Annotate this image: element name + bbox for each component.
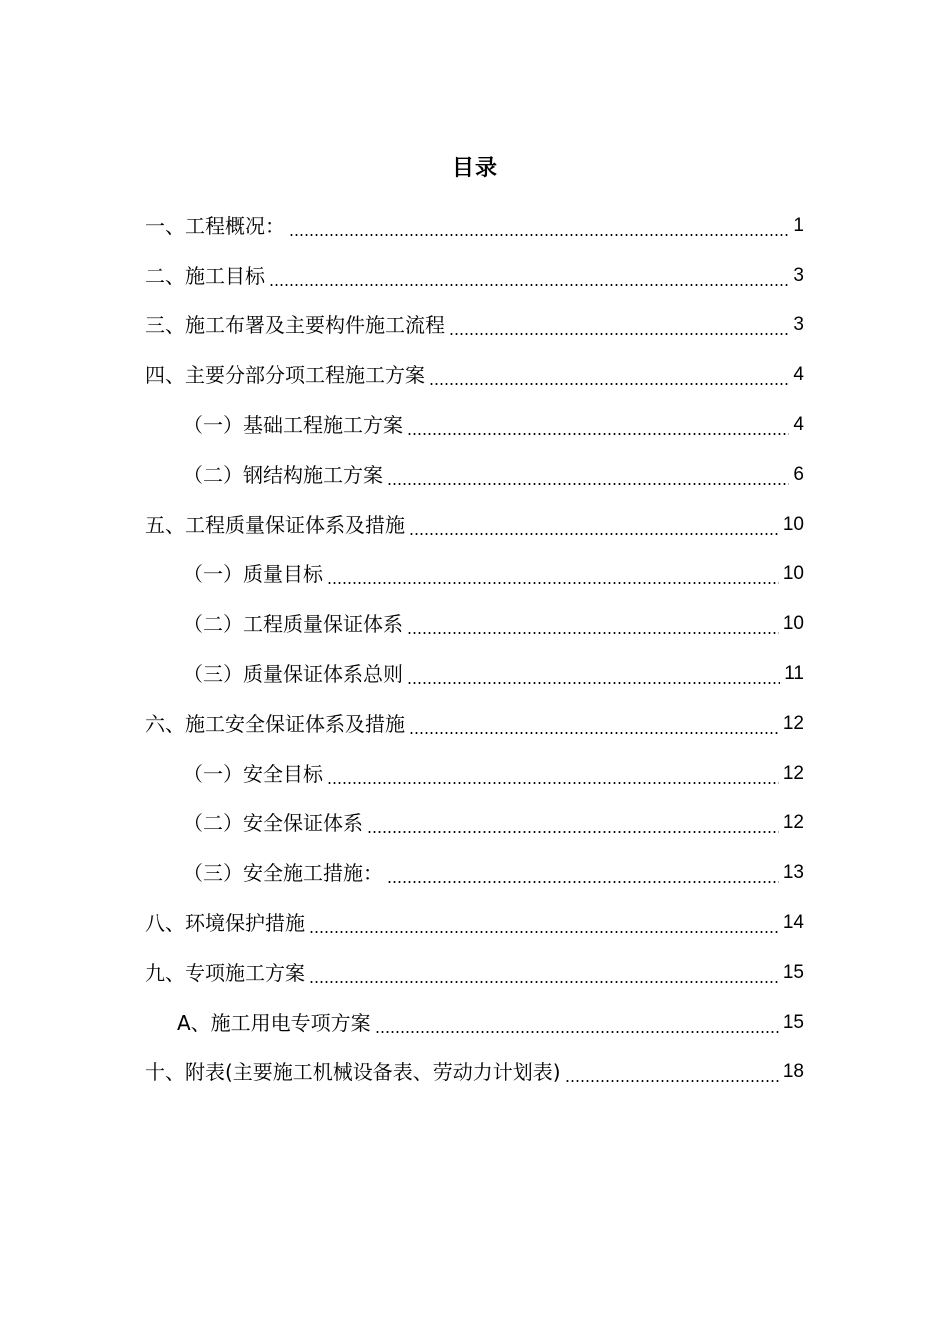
toc-entry[interactable] <box>0 550 950 600</box>
toc-entry[interactable] <box>0 848 950 898</box>
toc-entry-text: 一、工程概况： <box>145 213 285 238</box>
toc-dot-leader <box>407 682 780 684</box>
toc-entry[interactable] <box>0 301 950 351</box>
toc-page-number: 15 <box>782 961 804 983</box>
toc-page-number: 12 <box>782 812 804 834</box>
toc-dot-leader <box>407 433 789 435</box>
toc-entry[interactable] <box>0 400 950 450</box>
toc-entry-text: A、施工用电专项方案 <box>177 1010 371 1035</box>
toc-dot-leader <box>387 881 779 883</box>
toc-page-number: 3 <box>793 314 804 336</box>
toc-dot-leader <box>289 234 789 236</box>
toc-entry[interactable] <box>0 699 950 749</box>
toc-page-number: 12 <box>782 712 804 734</box>
toc-entry[interactable] <box>0 1048 950 1098</box>
toc-entry[interactable] <box>0 998 950 1048</box>
toc-page-number: 15 <box>782 1011 804 1033</box>
toc-entry[interactable] <box>0 450 950 500</box>
toc-dot-leader <box>309 981 779 983</box>
toc-entry[interactable] <box>0 799 950 849</box>
toc-dot-leader <box>449 333 789 335</box>
toc-entry[interactable] <box>0 251 950 301</box>
toc-dot-leader <box>327 582 779 584</box>
toc-page-number: 4 <box>793 364 804 386</box>
toc-entry-text: （二）安全保证体系 <box>183 811 363 836</box>
toc-dot-leader <box>327 782 779 784</box>
toc-page-number: 10 <box>782 613 804 635</box>
toc-dot-leader <box>409 732 779 734</box>
toc-page-number: 3 <box>793 264 804 286</box>
toc-page-number: 13 <box>782 862 804 884</box>
toc-entry-text: （一）安全目标 <box>183 761 323 786</box>
toc-entry-text: 八、环境保护措施 <box>145 911 305 936</box>
toc-dot-leader <box>429 383 789 385</box>
toc-dot-leader <box>309 931 779 933</box>
toc-entry-text: （三）质量保证体系总则 <box>183 662 403 687</box>
toc-dot-leader <box>269 284 789 286</box>
toc-title: 目录 <box>451 156 498 181</box>
toc-page-number: 6 <box>793 463 804 485</box>
toc-page-number: 1 <box>793 214 804 236</box>
toc-entry-text: （二）工程质量保证体系 <box>183 612 403 637</box>
toc-page-number: 14 <box>782 912 804 934</box>
toc-entry-text: （二）钢结构施工方案 <box>183 462 383 487</box>
toc-entry[interactable] <box>0 749 950 799</box>
toc-entry[interactable] <box>0 500 950 550</box>
toc-page-number: 12 <box>782 762 804 784</box>
toc-entry-text: （一）质量目标 <box>183 562 323 587</box>
toc-page-number: 10 <box>782 513 804 535</box>
toc-dot-leader <box>407 632 779 634</box>
toc-page-number: 11 <box>784 663 804 685</box>
toc-entry-text: 十、附表(主要施工机械设备表、劳动力计划表) <box>145 1060 561 1085</box>
toc-dot-leader <box>387 483 789 485</box>
toc-entry[interactable] <box>0 649 950 699</box>
toc-entry[interactable] <box>0 599 950 649</box>
toc-page-number: 18 <box>782 1061 804 1083</box>
toc-entry-text: （三）安全施工措施： <box>183 861 383 886</box>
toc-entry-text: 五、工程质量保证体系及措施 <box>145 512 405 537</box>
toc-entry-text: 三、施工布署及主要构件施工流程 <box>145 313 445 338</box>
toc-entry[interactable] <box>0 201 950 251</box>
toc-dot-leader <box>565 1080 779 1082</box>
toc-dot-leader <box>367 831 779 833</box>
toc-page-number: 4 <box>793 414 804 436</box>
toc-dot-leader <box>409 533 779 535</box>
toc-entry-text: 四、主要分部分项工程施工方案 <box>145 363 425 388</box>
toc-page-number: 10 <box>782 563 804 585</box>
toc-dot-leader <box>375 1031 779 1033</box>
toc-entry-text: 六、施工安全保证体系及措施 <box>145 711 405 736</box>
toc-entry-text: 九、专项施工方案 <box>145 960 305 985</box>
toc-entry-text: 二、施工目标 <box>145 263 265 288</box>
toc-entry[interactable] <box>0 898 950 948</box>
toc-entry-text: （一）基础工程施工方案 <box>183 413 403 438</box>
toc-entry[interactable] <box>0 350 950 400</box>
toc-entry[interactable] <box>0 948 950 998</box>
toc-list <box>0 201 950 1097</box>
